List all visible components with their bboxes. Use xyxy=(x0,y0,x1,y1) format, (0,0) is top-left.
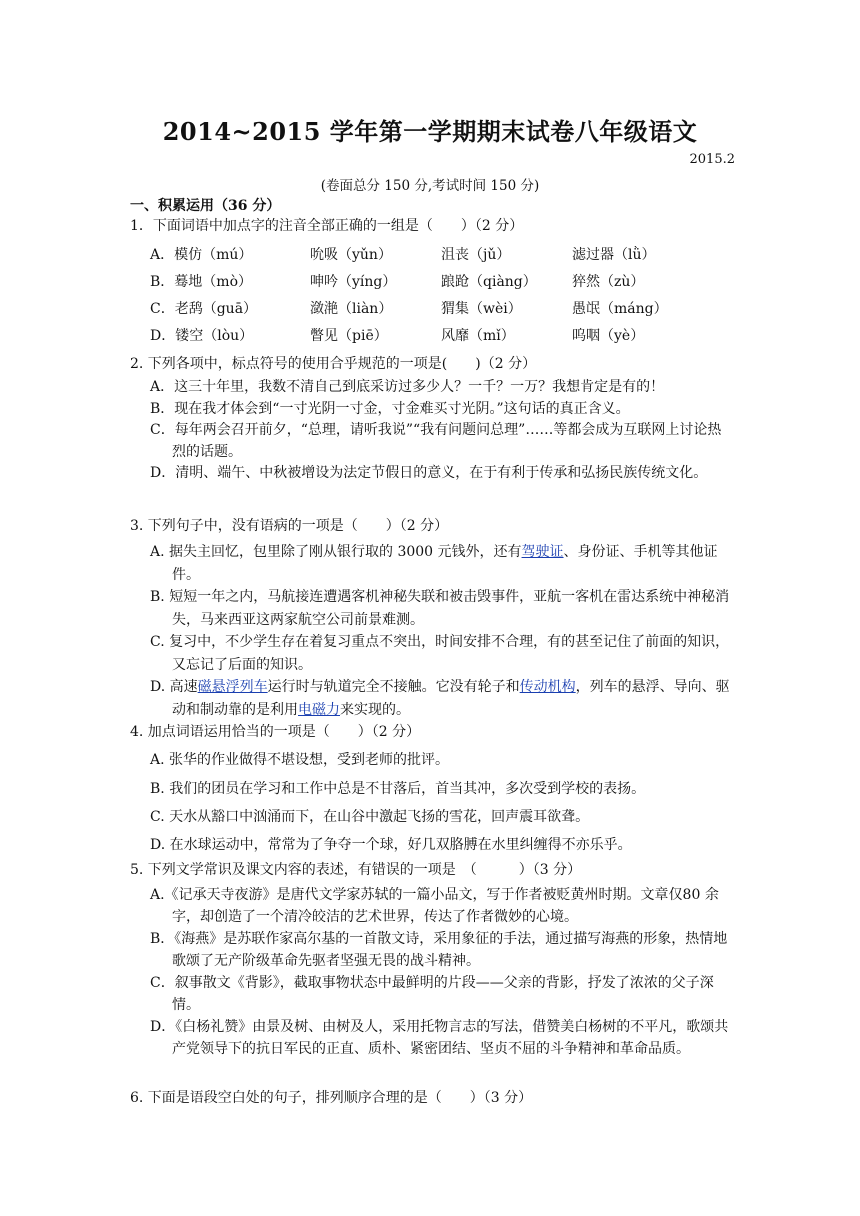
option-cell: 呜咽（yè） xyxy=(572,327,645,344)
option-cell: A．模仿（mú） xyxy=(150,246,253,263)
option-a: A. 张华的作业做得不堪设想，受到老师的批评。 xyxy=(150,752,450,768)
question-1-stem: 1．下面词语中加点字的注音全部正确的一组是（ ）（2 分） xyxy=(130,218,524,234)
option-row xyxy=(150,267,710,294)
option-d: D. 在水球运动中，常常为了争夺一个球，好几双胳膊在水里纠缠得不亦乐乎。 xyxy=(150,837,632,853)
section-heading: 一、积累运用（36 分） xyxy=(130,198,281,214)
option-cell: B．蓦地（mò） xyxy=(150,273,252,290)
option-c: C. 天水从豁口中汹涌而下，在山谷中激起飞扬的雪花，回声震耳欲聋。 xyxy=(150,809,590,825)
option-text: D. 高速 xyxy=(150,679,198,695)
link-transmission[interactable]: 传动机构 xyxy=(519,679,576,695)
option-b: B．《海燕》是苏联作家高尔基的一首散文诗，采用象征的手法，通过描写海燕的形象，热情地歌颂了无产阶级革命先驱者坚强无畏的战斗精神。 xyxy=(150,931,728,969)
option-a xyxy=(150,541,730,586)
option-cell: 沮丧（jǔ） xyxy=(441,246,511,263)
exam-subtitle: (卷面总分 150 分,考试时间 150 分) xyxy=(320,178,540,194)
question-5-options xyxy=(150,884,730,1060)
option-row xyxy=(150,321,710,348)
option-cell: 猝然（zù） xyxy=(572,273,645,290)
option-row xyxy=(150,294,710,321)
link-drivers-license[interactable]: 驾驶证 xyxy=(521,544,564,560)
question-1-options xyxy=(150,240,710,348)
option-cell: D．镂空（lòu） xyxy=(150,327,254,344)
link-electromagnetic-force[interactable]: 电磁力 xyxy=(298,701,340,718)
option-a: A．这三十年里，我数不清自己到底采访过多少人？一千？一万？我想肯定是有的！ xyxy=(150,379,665,395)
option-text: ，列车的悬浮、导向、驱动和制动靠的是利用 xyxy=(172,679,730,718)
option-cell: 呻吟（yíng） xyxy=(310,273,397,290)
option-row xyxy=(150,240,710,267)
option-a: A.《记承天寺夜游》是唐代文学家苏轼的一篇小品文，写于作者被贬黄州时期。文章仅80 余字，却创造了一个清冷皎洁的艺术世界，传达了作者微妙的心境。 xyxy=(150,887,719,925)
option-cell: C．老鸹（guā） xyxy=(150,300,258,317)
option-b: B．现在我才体会到“一寸光阴一寸金，寸金难买寸光阴。”这句话的真正含义。 xyxy=(150,400,630,417)
option-cell: 愚氓（máng） xyxy=(572,300,668,317)
question-3-options xyxy=(150,541,730,721)
option-cell: 瞥见（piē） xyxy=(310,327,388,344)
option-cell: 吮吸（yǔn） xyxy=(310,246,392,263)
exam-date: 2015.2 xyxy=(689,152,735,167)
option-text: 运行时与轨道完全不接触。它没有轮子和 xyxy=(267,679,520,695)
question-2-options xyxy=(150,377,730,485)
option-d: D．清明、端午、中秋被增设为法定节假日的意义，在于有利于传承和弘扬民族传统文化。 xyxy=(150,465,708,481)
page-title: 2014~2015 学年第一学期期末试卷八年级语文 xyxy=(162,117,698,146)
option-d: D．《白杨礼赞》由景及树、由树及人，采用托物言志的写法，借赞美白杨树的不平凡，歌颂共产党领导下的抗日军民的正直、质朴、紧密团结、坚贞不屈的斗争精神和革命品质。 xyxy=(150,1019,729,1057)
question-2-stem: 2. 下列各项中，标点符号的使用合乎规范的一项是( )（2 分） xyxy=(130,356,537,372)
option-c: C. 复习中，不少学生存在着复习重点不突出，时间安排不合理，有的甚至记住了前面的知识，又忘记了后面的知识。 xyxy=(150,634,730,673)
question-3-stem: 3. 下列句子中，没有语病的一项是（ ）（2 分） xyxy=(130,518,449,534)
option-cell: 滤过器（lǜ） xyxy=(572,246,656,263)
question-4-stem: 4. 加点词语运用恰当的一项是（ ）（2 分） xyxy=(130,724,421,740)
option-text: A. 据失主回忆，包里除了刚从银行取的 3000 元钱外，还有 xyxy=(150,544,522,560)
option-cell: 潋滟（liàn） xyxy=(310,300,393,317)
option-b: B. 我们的团员在学习和工作中总是不甘落后，首当其冲，多次受到学校的表扬。 xyxy=(150,781,646,797)
link-maglev-train[interactable]: 磁悬浮列车 xyxy=(197,679,268,695)
option-cell: 猬集（wèi） xyxy=(441,300,522,317)
option-c: C．叙事散文《背影》，截取事物状态中最鲜明的片段——父亲的背影，抒发了浓浓的父子深情。 xyxy=(150,975,714,1013)
option-d xyxy=(150,676,730,721)
option-cell: 风靡（mǐ） xyxy=(441,327,515,344)
option-text: 、身份证、手机等其他证件。 xyxy=(172,544,718,583)
option-cell: 踉跄（qiàng） xyxy=(441,273,537,290)
option-text: 来实现的。 xyxy=(340,701,410,718)
option-c: C．每年两会召开前夕，“总理，请听我说”“我有问题问总理”……等都会成为互联网上讨论热烈的话题。 xyxy=(150,422,722,460)
option-b: B. 短短一年之内，马航接连遭遇客机神秘失联和被击毁事件，亚航一客机在雷达系统中神秘消失，马来西亚这两家航空公司前景难测。 xyxy=(150,589,730,628)
question-5-stem: 5. 下列文学常识及课文内容的表述，有错误的一项是 （ ）（3 分） xyxy=(130,862,582,878)
question-6-stem: 6. 下面是语段空白处的句子，排列顺序合理的是（ ）（3 分） xyxy=(130,1090,533,1106)
